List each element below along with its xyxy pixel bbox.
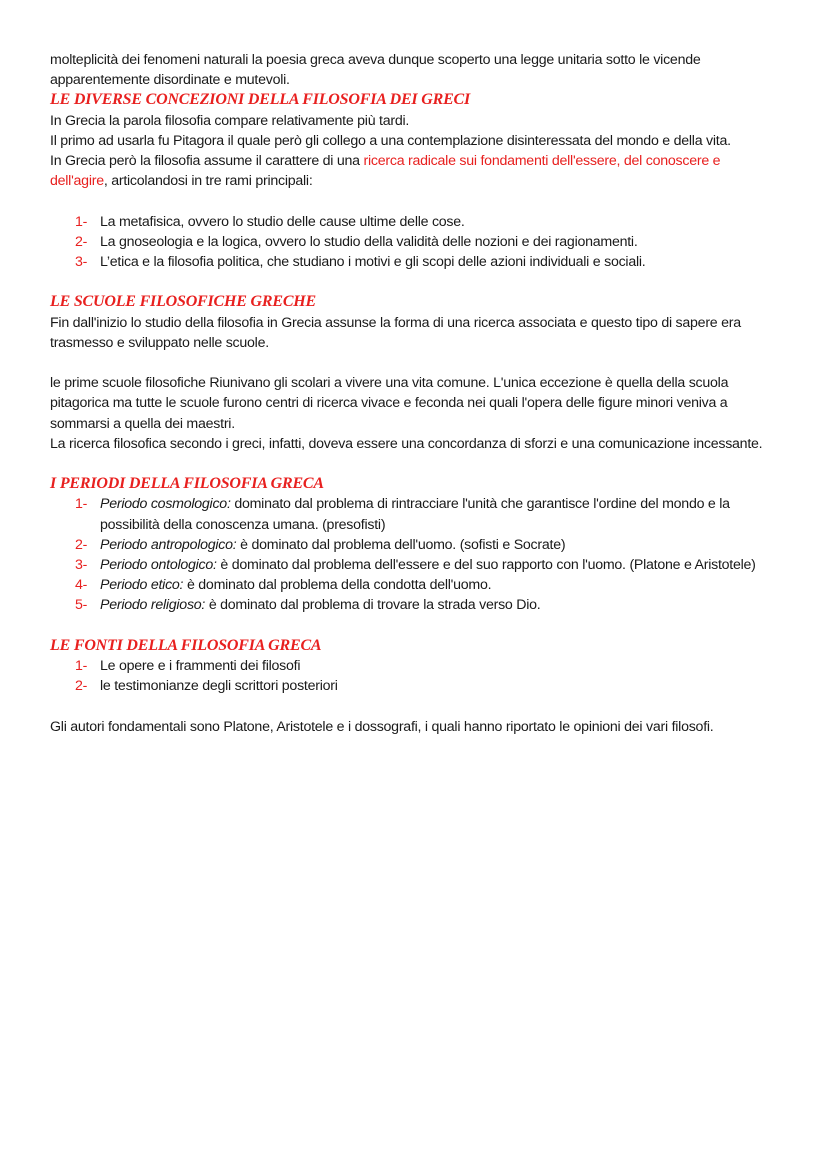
section-heading-fonti: LE FONTI DELLA FILOSOFIA GRECA — [50, 636, 322, 654]
sources-list — [50, 656, 770, 696]
section-heading-concezioni: LE DIVERSE CONCEZIONI DELLA FILOSOFIA DEI GRECI — [50, 91, 471, 109]
list-number: 1- — [75, 496, 88, 513]
list-number: 1- — [75, 658, 88, 675]
list-text: La gnoseologia e la logica, ovvero lo studio della validità delle nozioni e dei ragionamenti. — [100, 233, 638, 250]
paragraph: le prime scuole filosofiche Riunivano gli scolari a vivere una vita comune. L'unica eccezione è quella della scuola pitagorica ma tutte le scuole furono centri di ricerca vivace e feconda nei quali l'opera delle figure minori veniva a sommarsi a quella dei maestri. — [50, 375, 729, 432]
list-number: 2- — [75, 233, 88, 250]
list-item — [75, 232, 770, 252]
list-item — [75, 595, 770, 615]
list-item — [75, 252, 770, 272]
section-heading-scuole: LE SCUOLE FILOSOFICHE GRECHE — [50, 293, 317, 311]
list-item — [75, 535, 770, 555]
period-term: Periodo ontologico: — [100, 557, 217, 574]
list-text: dominato dal problema di rintracciare l'unità che garantisce l'ordine del mondo e la possibilità della conoscenza umana. (presofisti) — [100, 496, 730, 533]
closing-paragraph: Gli autori fondamentali sono Platone, Aristotele e i dossografi, i quali hanno riportato le opinioni dei vari filosofi. — [50, 718, 714, 735]
highlight-paragraph — [50, 151, 770, 191]
list-item — [75, 494, 770, 534]
list-number: 3- — [75, 254, 88, 271]
list-text: le testimonianze degli scrittori posteriori — [100, 678, 338, 695]
paragraph-text: In Grecia però la filosofia assume il carattere di una — [50, 153, 364, 170]
period-term: Periodo antropologico: — [100, 536, 237, 553]
list-number: 3- — [75, 557, 88, 574]
spacer — [50, 353, 770, 373]
list-number: 1- — [75, 213, 88, 230]
paragraph-text: , articolandosi in tre rami principali: — [103, 173, 313, 190]
spacer — [50, 696, 770, 716]
list-number: 5- — [75, 597, 88, 614]
spacer — [50, 272, 770, 292]
list-item — [75, 212, 770, 232]
list-number: 4- — [75, 577, 88, 594]
list-text: Le opere e i frammenti dei filosofi — [100, 658, 301, 675]
list-number: 2- — [75, 536, 88, 553]
section-heading-periodi: I PERIODI DELLA FILOSOFIA GRECA — [50, 475, 324, 493]
list-text: L’etica e la filosofia politica, che studiano i motivi e gli scopi delle azioni individuali e sociali. — [100, 254, 646, 271]
spacer — [50, 454, 770, 474]
list-text: è dominato dal problema dell'essere e del suo rapporto con l'uomo. (Platone e Aristotele) — [216, 557, 756, 574]
spacer — [50, 191, 770, 211]
list-item — [75, 575, 770, 595]
list-item — [75, 555, 770, 575]
document-page — [50, 50, 770, 737]
list-text: è dominato dal problema della condotta dell'uomo. — [183, 577, 492, 594]
branches-list — [50, 212, 770, 273]
spacer — [50, 616, 770, 636]
list-item — [75, 676, 770, 696]
list-text: è dominato dal problema di trovare la strada verso Dio. — [205, 597, 541, 614]
list-text: è dominato dal problema dell'uomo. (sofisti e Socrate) — [236, 536, 566, 553]
paragraph: La ricerca filosofica secondo i greci, infatti, doveva essere una concordanza di sforzi e una comunicazione incessante. — [50, 435, 763, 452]
period-term: Periodo cosmologico: — [100, 496, 231, 513]
paragraph: Fin dall'inizio lo studio della filosofia in Grecia assunse la forma di una ricerca associata e questo tipo di sapere era trasmesso e sviluppato nelle scuole. — [50, 314, 741, 351]
list-item — [75, 656, 770, 676]
paragraph: Il primo ad usarla fu Pitagora il quale però gli collego a una contemplazione disinteressata del mondo e della vita. — [50, 132, 731, 149]
periods-list — [50, 494, 770, 615]
list-text: La metafisica, ovvero lo studio delle cause ultime delle cose. — [100, 213, 465, 230]
period-term: Periodo religioso: — [100, 597, 206, 614]
intro-paragraph: molteplicità dei fenomeni naturali la poesia greca aveva dunque scoperto una legge unitaria sotto le vicende apparentemente disordinate e mutevoli. — [50, 52, 701, 89]
list-number: 2- — [75, 678, 88, 695]
highlighted-text: ricerca radicale sui fondamenti dell'essere, del conoscere e dell'agire — [50, 153, 721, 190]
period-term: Periodo etico: — [100, 577, 184, 594]
paragraph: In Grecia la parola filosofia compare relativamente più tardi. — [50, 112, 410, 129]
